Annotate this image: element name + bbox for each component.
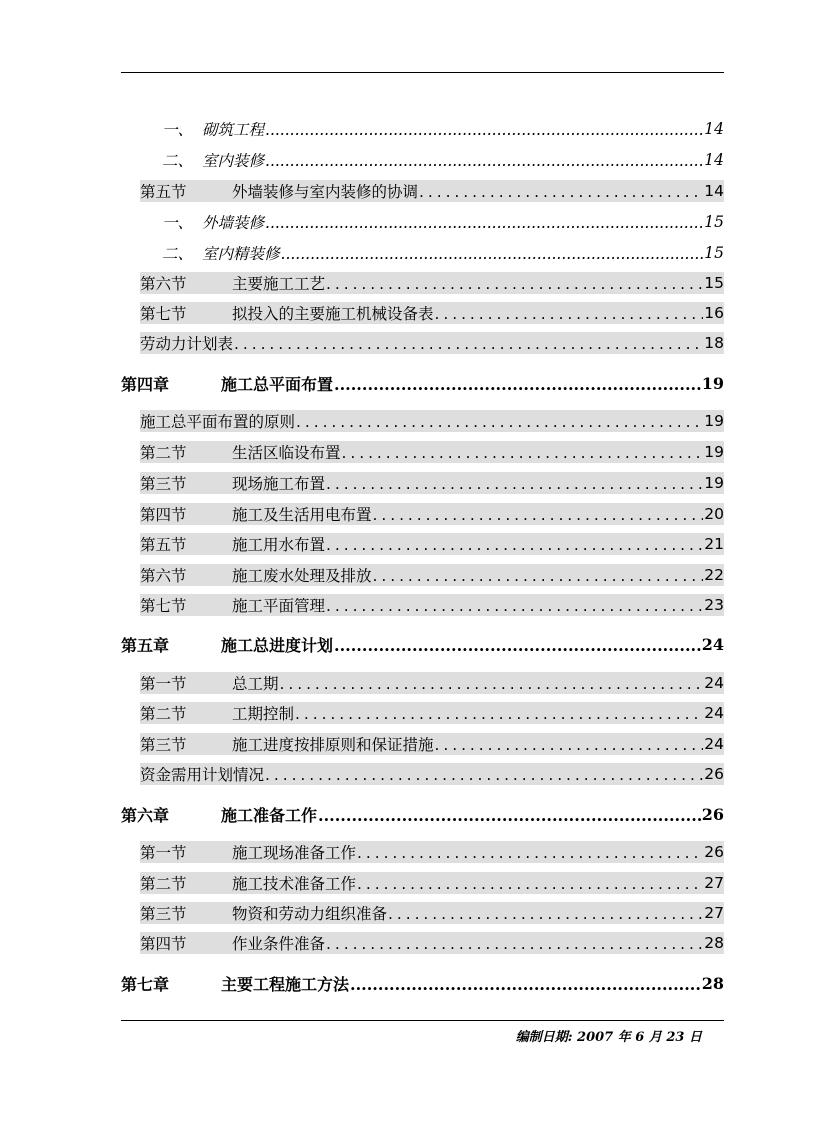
toc-dot-leader (334, 638, 701, 656)
toc-dot-leader (419, 184, 703, 202)
toc-dot-leader (326, 276, 703, 294)
toc-entry-page: 26 (701, 804, 724, 824)
toc-entry-page: 26 (704, 843, 724, 861)
toc-entry[interactable] (140, 763, 724, 785)
toc-entry-page: 23 (704, 596, 724, 614)
toc-dot-leader (280, 676, 704, 694)
toc-entry-page: 26 (704, 765, 724, 783)
toc-entry-page: 19 (704, 412, 724, 430)
toc-entry[interactable] (140, 302, 724, 324)
toc-entry-title: 砌筑工程 (202, 121, 265, 139)
toc-entry-number: 第六节 (140, 275, 187, 293)
toc-entry[interactable] (140, 332, 724, 354)
toc-entry-title: 作业条件准备 (232, 935, 326, 953)
toc-entry-number: 第六章 (121, 805, 170, 825)
toc-entry-title: 外墙装修 (202, 214, 265, 232)
toc-dot-leader (373, 568, 704, 586)
toc-entry-number: 第四节 (140, 935, 187, 953)
toc-entry-title: 施工用水布置 (232, 536, 326, 554)
toc-entry-title: 施工准备工作 (221, 805, 318, 825)
toc-dot-leader (265, 767, 703, 785)
toc-entry-page: 24 (704, 704, 724, 722)
toc-entry-number: 第四章 (121, 374, 170, 394)
toc-entry-title: 资金需用计划情况 (140, 766, 265, 784)
toc-chapter-entry[interactable] (121, 371, 724, 395)
toc-entry[interactable] (140, 410, 724, 432)
toc-dot-leader (326, 476, 703, 494)
toc-entry-page: 24 (701, 634, 724, 654)
toc-entry-page: 15 (704, 244, 724, 262)
toc-entry[interactable] (140, 472, 724, 494)
toc-dot-leader (357, 845, 703, 863)
toc-entry[interactable] (140, 932, 724, 954)
toc-entry[interactable] (140, 242, 724, 264)
toc-entry[interactable] (140, 702, 724, 724)
toc-entry-number: 第二节 (140, 875, 187, 893)
toc-entry[interactable] (140, 118, 724, 140)
toc-entry-number: 第二节 (140, 444, 187, 462)
toc-entry-number: 第七节 (140, 305, 187, 323)
compile-date: 编制日期: 2007 年 6 月 23 日 (515, 1030, 702, 1045)
toc-dot-leader (265, 122, 703, 140)
toc-entry-page: 15 (704, 274, 724, 292)
toc-entry-page: 21 (704, 535, 724, 553)
toc-entry-number: 二、 (162, 152, 194, 170)
toc-entry-page: 28 (704, 934, 724, 952)
toc-chapter-entry[interactable] (121, 802, 724, 826)
toc-entry-page: 16 (704, 304, 724, 322)
toc-dot-leader (373, 507, 704, 525)
toc-entry[interactable] (140, 733, 724, 755)
toc-entry-number: 第七节 (140, 597, 187, 615)
toc-entry-title: 施工总进度计划 (221, 635, 334, 655)
toc-entry[interactable] (140, 533, 724, 555)
toc-entry-page: 24 (704, 735, 724, 753)
toc-entry-title: 总工期 (232, 675, 279, 693)
toc-entry[interactable] (140, 180, 724, 202)
toc-entry-title: 物资和劳动力组织准备 (232, 905, 388, 923)
toc-entry-page: 20 (704, 505, 724, 523)
toc-entry-page: 27 (704, 874, 724, 892)
toc-entry-title: 主要工程施工方法 (221, 974, 350, 994)
toc-entry-page: 14 (704, 120, 724, 138)
toc-entry-number: 第五节 (140, 536, 187, 554)
toc-dot-leader (265, 153, 703, 171)
toc-dot-leader (388, 906, 703, 924)
toc-dot-leader (350, 977, 701, 995)
toc-dot-leader (318, 808, 701, 826)
toc-entry-title: 施工进度按排原则和保证措施 (232, 736, 434, 754)
toc-entry-title: 施工平面管理 (232, 597, 326, 615)
toc-entry-title: 施工废水处理及排放 (232, 567, 372, 585)
toc-entry[interactable] (140, 564, 724, 586)
toc-dot-leader (295, 706, 703, 724)
toc-entry-number: 第六节 (140, 567, 187, 585)
toc-entry-title: 劳动力计划表 (140, 335, 234, 353)
toc-entry-number: 第五章 (121, 635, 170, 655)
toc-entry-number: 第三节 (140, 736, 187, 754)
toc-entry-title: 施工技术准备工作 (232, 875, 357, 893)
toc-entry-page: 27 (704, 904, 724, 922)
toc-dot-leader (326, 537, 703, 555)
toc-entry-title: 主要施工工艺 (232, 275, 326, 293)
toc-dot-leader (435, 737, 704, 755)
toc-chapter-entry[interactable] (121, 971, 724, 995)
toc-entry-number: 第七章 (121, 974, 170, 994)
toc-dot-leader (435, 306, 704, 324)
toc-entry-page: 24 (704, 674, 724, 692)
toc-entry-title: 施工总平面布置 (221, 374, 334, 394)
toc-entry-number: 第四节 (140, 506, 187, 524)
toc-entry-title: 拟投入的主要施工机械设备表 (232, 305, 434, 323)
toc-entry-page: 14 (704, 182, 724, 200)
toc-entry[interactable] (140, 272, 724, 294)
toc-entry-title: 生活区临设布置 (232, 444, 341, 462)
footer-rule (121, 1020, 724, 1021)
toc-entry[interactable] (140, 672, 724, 694)
toc-dot-leader (334, 377, 701, 395)
toc-entry-number: 第三节 (140, 475, 187, 493)
toc-entry[interactable] (140, 841, 724, 863)
toc-entry[interactable] (140, 441, 724, 463)
toc-entry-number: 第三节 (140, 905, 187, 923)
toc-dot-leader (296, 414, 703, 432)
toc-entry-page: 14 (704, 151, 724, 169)
toc-entry-number: 第一节 (140, 675, 187, 693)
toc-entry-page: 15 (704, 213, 724, 231)
toc-dot-leader (357, 876, 703, 894)
toc-entry-title: 施工现场准备工作 (232, 844, 357, 862)
toc-entry-number: 第一节 (140, 844, 187, 862)
toc-entry[interactable] (140, 149, 724, 171)
toc-dot-leader (281, 246, 704, 264)
toc-entry-page: 19 (704, 443, 724, 461)
toc-entry-title: 施工总平面布置的原则 (140, 413, 296, 431)
toc-dot-leader (326, 936, 703, 954)
toc-entry[interactable] (140, 503, 724, 525)
toc-entry-title: 工期控制 (232, 705, 295, 723)
toc-dot-leader (342, 445, 704, 463)
toc-entry-title: 施工及生活用电布置 (232, 506, 372, 524)
toc-entry-page: 28 (701, 973, 724, 993)
toc-dot-leader (234, 336, 703, 354)
toc-entry-title: 室内装修 (202, 152, 265, 170)
toc-entry-page: 19 (701, 373, 724, 393)
toc-dot-leader (265, 215, 703, 233)
toc-chapter-entry[interactable] (121, 632, 724, 656)
toc-entry-page: 18 (704, 334, 724, 352)
toc-entry-title: 现场施工布置 (232, 475, 326, 493)
toc-entry-title: 室内精装修 (202, 245, 280, 263)
toc-dot-leader (326, 598, 703, 616)
toc-entry[interactable] (140, 872, 724, 894)
toc-entry[interactable] (140, 902, 724, 924)
toc-entry-number: 二、 (162, 245, 194, 263)
toc-entry-page: 22 (704, 566, 724, 584)
toc-entry-title: 外墙装修与室内装修的协调 (232, 183, 419, 201)
toc-entry-number: 一、 (162, 214, 194, 232)
toc-entry-number: 第五节 (140, 183, 187, 201)
toc-entry-number: 一、 (162, 121, 194, 139)
toc-entry-number: 第二节 (140, 705, 187, 723)
toc-entry-page: 19 (704, 474, 724, 492)
toc-entry[interactable] (140, 211, 724, 233)
toc-entry[interactable] (140, 594, 724, 616)
